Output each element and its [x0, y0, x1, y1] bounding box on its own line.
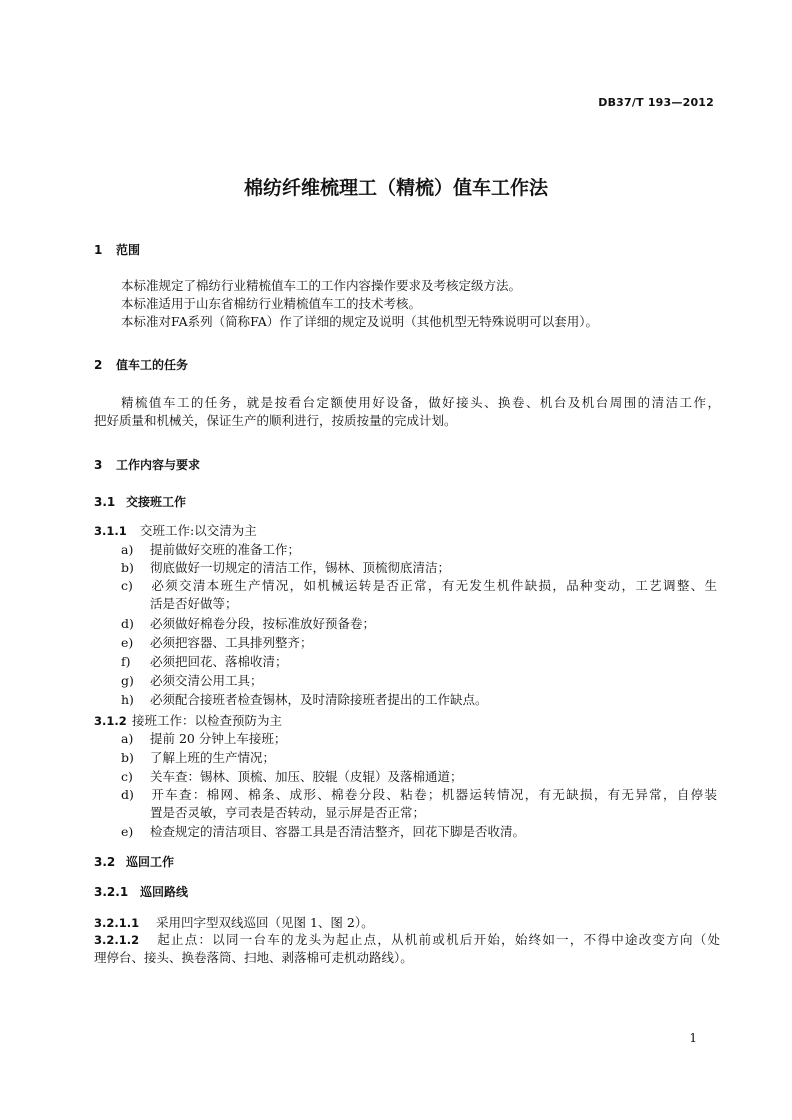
list-label: h) — [121, 692, 134, 707]
section-3-2-heading — [94, 853, 174, 870]
list-label: b) — [121, 560, 134, 575]
list-label: d) — [121, 616, 134, 631]
clause-title: 接班工作：以检查预防为主 — [132, 713, 283, 728]
list-item — [121, 672, 263, 690]
list-label: e) — [121, 824, 134, 839]
section-number: 2 — [94, 358, 103, 372]
section-title: 巡回路线 — [140, 885, 189, 899]
clause-number: 3.1.1 — [94, 524, 127, 538]
list-text: 提前做好交班的准备工作； — [150, 542, 301, 557]
section-1-heading — [94, 241, 140, 258]
list-item — [121, 615, 375, 633]
list-item — [121, 786, 717, 822]
section-number: 3 — [94, 458, 103, 472]
section-number: 3.1 — [94, 495, 116, 509]
section-number: 3.2.1 — [94, 885, 129, 899]
scope-paragraph-3: 本标准对FA系列（简称FA）作了详细的规定及说明（其他机型无特殊说明可以套用）。 — [121, 314, 598, 329]
list-item — [121, 823, 525, 841]
section-title: 交接班工作 — [126, 495, 187, 509]
list-label: c) — [121, 769, 133, 784]
section-2-heading — [94, 356, 188, 373]
list-label: a) — [121, 731, 134, 746]
list-item — [121, 634, 313, 652]
clause-3-1-2 — [94, 711, 282, 729]
section-title: 范围 — [116, 243, 141, 257]
list-text: 必须把回花、落棉收清； — [150, 654, 288, 669]
list-text: 必须配合接班者检查锡林，及时清除接班者提出的工作缺点。 — [150, 692, 488, 707]
section-3-2-1-heading — [94, 883, 188, 900]
paragraph-line: 把好质量和机械关，保证生产的顺利进行，按质按量的完成计划。 — [94, 413, 457, 428]
list-item — [121, 749, 275, 767]
list-item — [121, 577, 717, 613]
clause-3-1-1 — [94, 521, 257, 539]
list-item — [121, 541, 300, 559]
clause-3-2-1-1 — [94, 913, 374, 931]
clause-number: 3.2.1.2 — [94, 933, 140, 947]
clause-number: 3.2.1.1 — [94, 916, 140, 930]
document-title: 棉纺纤维梳理工（精梳）值车工作法 — [243, 177, 548, 199]
list-text: 彻底做好一切规定的清洁工作，锡林、顶梳彻底清洁； — [150, 560, 451, 575]
list-text: 必须把容器、工具排列整齐； — [150, 635, 313, 650]
list-label: b) — [121, 750, 134, 765]
clause-3-2-1-2 — [94, 931, 720, 967]
document-code: DB37/T 193—2012 — [598, 96, 714, 109]
clause-text: 起止点：以同一台车的龙头为起止点，从机前或机后开始，始终如一，不得中途改变方向（处 — [156, 932, 720, 947]
list-item — [121, 768, 463, 786]
list-item — [121, 730, 286, 748]
list-label: f) — [121, 654, 131, 669]
page-number: 1 — [689, 1031, 697, 1045]
list-text: 必须交清公用工具； — [150, 673, 263, 688]
list-text: 必须交清本班生产情况，如机械运转是否正常，有无发生机件缺损，品种变动，工艺调整、生 — [150, 578, 717, 593]
list-label: a) — [121, 542, 134, 557]
list-item — [121, 653, 288, 671]
task-paragraph — [94, 394, 720, 430]
scope-paragraph-1: 本标准规定了棉纺行业精梳值车工的工作内容操作要求及考核定级方法。 — [121, 278, 522, 293]
section-title: 工作内容与要求 — [116, 458, 201, 472]
clause-text-continued: 理停台、接头、换卷落筒、扫地、剥落棉可走机动路线）。 — [94, 950, 413, 965]
list-text: 提前 20 分钟上车接班； — [150, 731, 287, 746]
list-text: 必须做好棉卷分段，按标准放好预备卷； — [150, 616, 376, 631]
list-text: 了解上班的生产情况； — [150, 750, 276, 765]
section-number: 3.2 — [94, 855, 116, 869]
section-3-1-heading — [94, 493, 186, 510]
list-item — [121, 559, 450, 577]
list-item — [121, 691, 488, 709]
list-label: c) — [121, 578, 133, 593]
paragraph-line: 精梳值车工的任务，就是按看台定额使用好设备，做好接头、换卷、机台及机台周围的清洁工作， — [121, 395, 720, 410]
section-title: 巡回工作 — [126, 855, 175, 869]
list-label: d) — [121, 787, 134, 802]
list-text-continued: 活是否好做等； — [150, 596, 238, 611]
section-3-heading — [94, 456, 200, 473]
list-text-continued: 置是否灵敏，亨司表是否转动，显示屏是否正常； — [150, 805, 426, 820]
section-number: 1 — [94, 243, 103, 257]
list-label: g) — [121, 673, 134, 688]
section-title: 值车工的任务 — [116, 358, 189, 372]
clause-number: 3.1.2 — [94, 714, 127, 728]
scope-paragraph-2: 本标准适用于山东省棉纺行业精梳值车工的技术考核。 — [121, 296, 422, 311]
list-text: 开车查：棉网、棉条、成形、棉卷分段、粘卷；机器运转情况，有无缺损，有无异常，自停装 — [150, 787, 717, 802]
clause-text: 采用凹字型双线巡回（见图 1、图 2）。 — [156, 915, 374, 930]
clause-title: 交班工作:以交清为主 — [140, 523, 257, 538]
list-text: 检查规定的清洁项目、容器工具是否清洁整齐，回花下脚是否收清。 — [150, 824, 526, 839]
list-text: 关车查：锡林、顶梳、加压、胶辊（皮辊）及落棉通道； — [150, 769, 463, 784]
list-label: e) — [121, 635, 134, 650]
